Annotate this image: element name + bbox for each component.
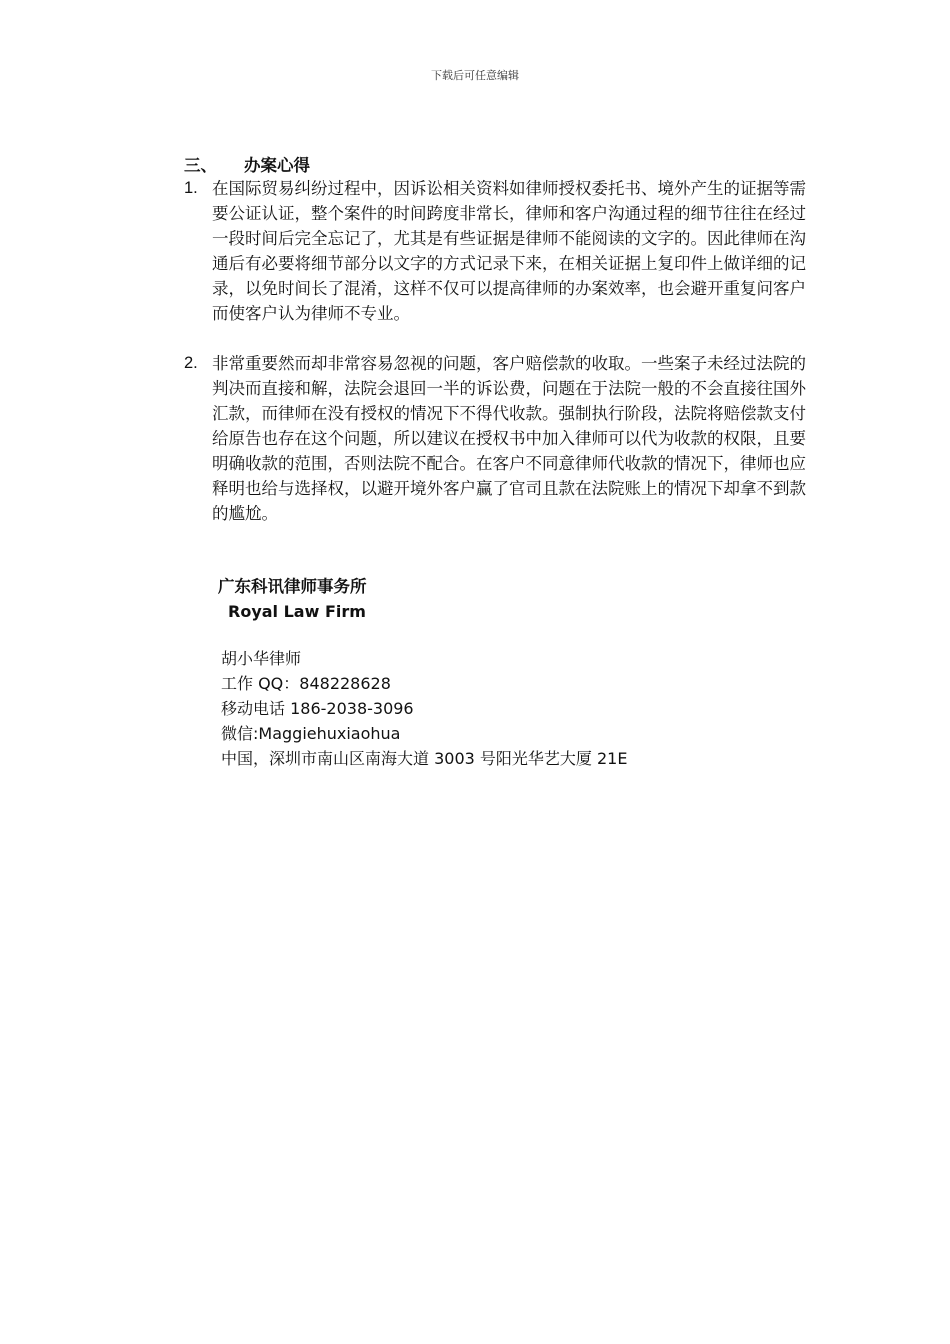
- list-item: [184, 351, 806, 526]
- section-title: 办案心得: [244, 156, 310, 175]
- section-heading: [184, 152, 310, 176]
- contact-block: [221, 646, 627, 771]
- firm-name-cn: 广东科讯律师事务所: [218, 577, 367, 596]
- section-number: 三、: [184, 156, 217, 175]
- contact-mobile: 移动电话 186-2038-3096: [221, 699, 414, 718]
- page-header: 下载后可任意编辑: [431, 69, 519, 82]
- list-item-text: 非常重要然而却非常容易忽视的问题，客户赔偿款的收取。一些案子未经过法院的判决而直接和解，法院会退回一半的诉讼费，问题在于法院一般的不会直接往国外汇款，而律师在没有授权的情况下不得代收款。强制执行阶段，法院将赔偿款支付给原告也存在这个问题，所以建议在授权书中加入律师可以代为收款的权限，且要明确收款的范围，否则法院不配合。在客户不同意律师代收款的情况下，律师也应释明也给与选择权，以避开境外客户赢了官司且款在法院账上的情况下却拿不到款的尴尬。: [212, 354, 806, 523]
- list-item-number: 2.: [184, 354, 198, 372]
- firm-block: [218, 574, 367, 624]
- list-item-text: 在国际贸易纠纷过程中，因诉讼相关资料如律师授权委托书、境外产生的证据等需要公证认证，整个案件的时间跨度非常长，律师和客户沟通过程的细节往往在经过一段时间后完全忘记了，尤其是有些证据是律师不能阅读的文字的。因此律师在沟通后有必要将细节部分以文字的方式记录下来，在相关证据上复印件上做详细的记录，以免时间长了混淆，这样不仅可以提高律师的办案效率，也会避开重复问客户而使客户认为律师不专业。: [212, 179, 806, 323]
- lawyer-name: 胡小华律师: [221, 649, 302, 668]
- contact-qq: 工作 QQ：848228628: [221, 674, 391, 693]
- list-item: [184, 176, 806, 326]
- list-item-number: 1.: [184, 179, 198, 197]
- contact-wechat: 微信:Maggiehuxiaohua: [221, 724, 401, 743]
- firm-name-en: Royal Law Firm: [228, 602, 366, 621]
- contact-address: 中国，深圳市南山区南海大道 3003 号阳光华艺大厦 21E: [221, 749, 628, 768]
- experience-list: [184, 176, 806, 526]
